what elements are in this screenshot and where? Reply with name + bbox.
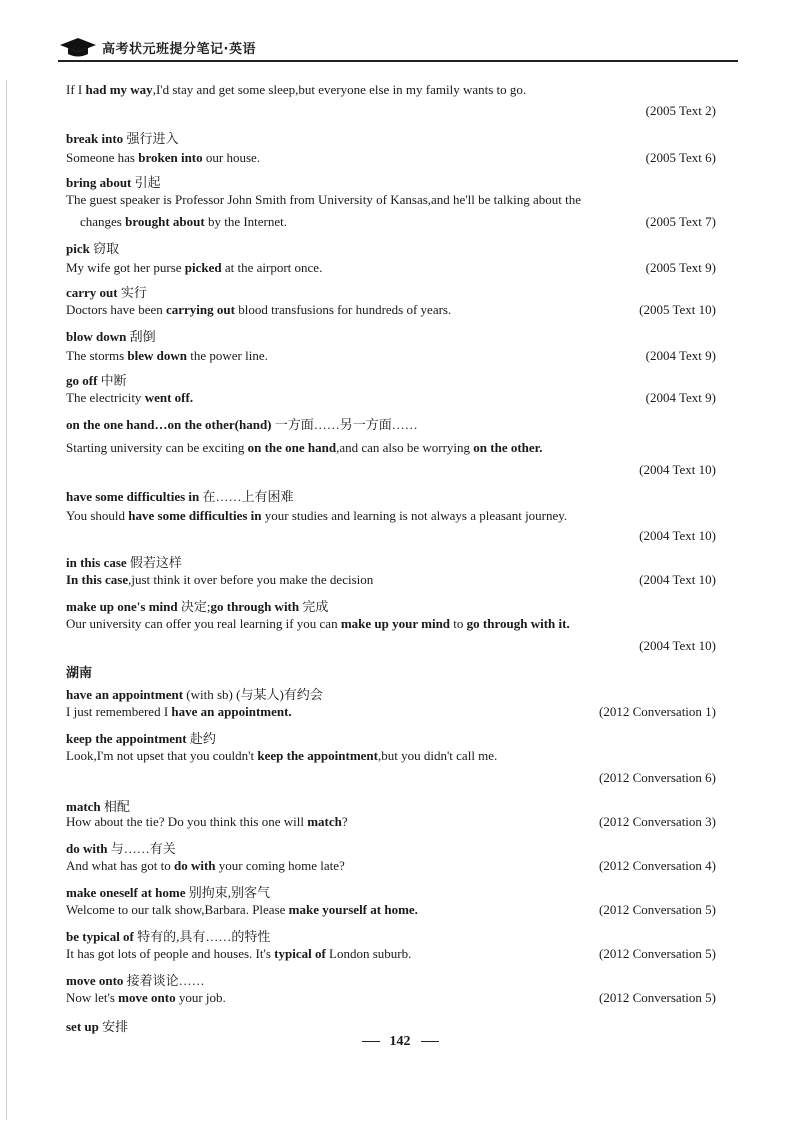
source-citation: (2004 Text 9)	[645, 390, 716, 405]
text-span: changes	[80, 214, 126, 229]
source-citation: (2004 Text 10)	[639, 462, 716, 477]
section-heading: 湖南	[66, 666, 93, 681]
phrase-bold: do with	[66, 841, 108, 856]
text-span: I just remembered I	[66, 704, 172, 719]
page-number-dash-right	[421, 1041, 439, 1042]
text-span: 在……上有困难	[199, 489, 294, 504]
phrase-bold: move onto	[66, 973, 124, 988]
text-span: Now let's	[66, 990, 119, 1005]
text-span: Welcome to our talk show,Barbara. Please	[66, 902, 289, 917]
text-span: at the airport once.	[221, 260, 323, 275]
source-citation: (2005 Text 10)	[639, 302, 716, 317]
text-span: 接着谈论……	[123, 973, 205, 988]
text-line	[66, 440, 716, 456]
text-line	[66, 390, 716, 406]
text-span: the power line.	[187, 348, 268, 363]
source-citation: (2004 Text 10)	[639, 572, 716, 587]
text-span: 刮倒	[126, 329, 156, 344]
text-line	[66, 82, 716, 98]
text-span: your job.	[175, 990, 226, 1005]
phrase-bold: set up	[66, 1019, 99, 1034]
source-citation: (2012 Conversation 1)	[599, 704, 716, 719]
phrase-bold: make oneself at home	[66, 885, 186, 900]
text-line	[66, 282, 716, 301]
text-line	[66, 572, 716, 588]
phrase-bold: make up your mind	[340, 616, 451, 631]
source-citation: (2012 Conversation 5)	[599, 902, 716, 917]
text-line	[66, 150, 716, 166]
text-span: to	[450, 616, 467, 631]
phrase-bold: have some difficulties in	[66, 489, 200, 504]
text-span: 引起	[131, 175, 161, 190]
text-span: The electricity	[66, 390, 145, 405]
phrase-bold: keep the appointment	[257, 748, 378, 763]
margin-rule	[6, 80, 7, 1120]
phrase-bold: went off.	[144, 390, 194, 405]
text-span: your coming home late?	[215, 858, 345, 873]
phrase-bold: In this case	[66, 572, 129, 587]
text-span: How about the tie? Do you think this one will	[66, 814, 308, 829]
header-rule	[58, 60, 738, 62]
phrase-bold: picked	[184, 260, 222, 275]
phrase-bold: go through with it.	[466, 616, 570, 631]
phrase-bold: have an appointment	[66, 687, 184, 702]
text-span: 完成	[299, 599, 329, 614]
text-span: 窃取	[89, 241, 120, 256]
text-span: 一方面……另一方面……	[271, 417, 418, 432]
text-line	[66, 326, 716, 345]
phrase-bold: keep the appointment	[66, 731, 187, 746]
text-line	[66, 302, 716, 318]
source-citation: (2005 Text 2)	[645, 103, 716, 118]
phrase-bold: be typical of	[66, 929, 134, 944]
text-line	[66, 596, 716, 615]
text-span: 特有的,具有……的特性	[133, 929, 271, 944]
text-span: Look,I'm not upset that you couldn't	[66, 748, 258, 763]
source-citation: (2005 Text 9)	[645, 260, 716, 275]
phrase-bold: break into	[66, 131, 124, 146]
phrase-bold: brought about	[125, 214, 205, 229]
source-citation: (2012 Conversation 5)	[599, 990, 716, 1005]
text-line	[66, 970, 716, 989]
text-span: Our university can offer you real learning if you can	[66, 616, 341, 631]
text-line	[66, 1016, 716, 1035]
source-citation: (2005 Text 7)	[645, 214, 716, 229]
text-span: by the Internet.	[204, 214, 288, 229]
text-line	[66, 882, 716, 901]
source-citation: (2005 Text 6)	[645, 150, 716, 165]
text-line	[80, 214, 730, 230]
source-citation: (2004 Text 10)	[639, 638, 716, 653]
phrase-bold: go through with	[210, 599, 300, 614]
text-span: Doctors have been	[66, 302, 166, 317]
text-span: The guest speaker is Professor John Smith from University of Kansas,and he'll be talking about the	[66, 192, 582, 207]
text-span: The storms	[66, 348, 128, 363]
text-span: ,I'd stay and get some sleep,but everyone else in my family wants to go.	[152, 82, 527, 97]
text-span: And what has got to	[66, 858, 174, 873]
text-span: Starting university can be exciting	[66, 440, 248, 455]
text-line	[66, 552, 716, 571]
text-line	[66, 370, 716, 389]
phrase-bold: do with	[173, 858, 216, 873]
text-line	[66, 748, 716, 764]
graduation-cap-icon	[58, 36, 98, 58]
text-span: 中断	[97, 373, 127, 388]
phrase-bold: on the one hand…on the other(hand)	[66, 417, 272, 432]
text-span: 相配	[100, 799, 130, 814]
text-line	[66, 172, 716, 191]
text-span: 强行进入	[123, 131, 179, 146]
source-citation: (2004 Text 9)	[645, 348, 716, 363]
text-span: It has got lots of people and houses. It's	[66, 946, 275, 961]
phrase-bold: go off	[66, 373, 98, 388]
phrase-bold: bring about	[66, 175, 132, 190]
phrase-bold: have some difficulties in	[128, 508, 262, 523]
text-span: your studies and learning is not always a pleasant journey.	[261, 508, 568, 523]
phrase-bold: typical of	[274, 946, 326, 961]
text-line	[66, 348, 716, 364]
text-line	[66, 192, 716, 208]
phrase-bold: in this case	[66, 555, 127, 570]
phrase-bold: on the other.	[473, 440, 543, 455]
text-span: ,just think it over before you make the decision	[128, 572, 374, 587]
text-span: Someone has	[66, 150, 139, 165]
text-line	[66, 508, 716, 524]
text-line	[66, 796, 716, 815]
text-line	[66, 238, 716, 257]
page-number-row	[0, 1034, 800, 1050]
phrase-bold: blow down	[66, 329, 127, 344]
phrase-bold: move onto	[118, 990, 176, 1005]
phrase-bold: blew down	[127, 348, 187, 363]
text-span: blood transfusions for hundreds of years.	[234, 302, 452, 317]
text-span: 假若这样	[126, 555, 182, 570]
phrase-bold: make up one's mind	[66, 599, 178, 614]
text-line	[66, 260, 716, 276]
text-span: ?	[341, 814, 348, 829]
text-span: ,but you didn't call me.	[377, 748, 498, 763]
phrase-bold: broken into	[138, 150, 203, 165]
text-span: 赴约	[186, 731, 216, 746]
page-number: 142	[389, 1034, 411, 1049]
text-span: 决定;	[177, 599, 211, 614]
text-line	[66, 728, 716, 747]
source-citation: (2012 Conversation 5)	[599, 946, 716, 961]
text-span: My wife got her purse	[66, 260, 185, 275]
text-span: 实行	[117, 285, 147, 300]
phrase-bold: on the one hand	[247, 440, 337, 455]
text-line	[66, 616, 716, 632]
text-span: If I	[66, 82, 86, 97]
text-line	[66, 128, 716, 147]
text-line	[66, 414, 716, 433]
text-span: 与……有关	[107, 841, 176, 856]
text-line	[66, 926, 716, 945]
text-line	[66, 486, 716, 505]
phrase-bold: pick	[66, 241, 90, 256]
text-span: London suburb.	[325, 946, 412, 961]
page-number-dash-left	[362, 1041, 380, 1042]
phrase-bold: match	[66, 799, 101, 814]
text-span: our house.	[202, 150, 261, 165]
source-citation: (2012 Conversation 4)	[599, 858, 716, 873]
text-span: (with sb) (与某人)有约会	[183, 687, 323, 702]
text-span: ,and can also be worrying	[336, 440, 474, 455]
text-line	[66, 838, 716, 857]
phrase-bold: match	[307, 814, 342, 829]
page-header	[58, 34, 738, 60]
source-citation: (2012 Conversation 6)	[599, 770, 716, 785]
text-span: 安排	[98, 1019, 129, 1034]
phrase-bold: have an appointment.	[171, 704, 292, 719]
phrase-bold: carry out	[66, 285, 118, 300]
text-line	[66, 684, 716, 703]
text-span: You should	[66, 508, 129, 523]
source-citation: (2004 Text 10)	[639, 528, 716, 543]
text-span: 别拘束,别客气	[185, 885, 271, 900]
phrase-bold: make yourself at home.	[288, 902, 418, 917]
source-citation: (2012 Conversation 3)	[599, 814, 716, 829]
phrase-bold: had my way	[85, 82, 153, 97]
header-title: 高考状元班提分笔记·英语	[102, 42, 256, 57]
phrase-bold: carrying out	[166, 302, 235, 317]
